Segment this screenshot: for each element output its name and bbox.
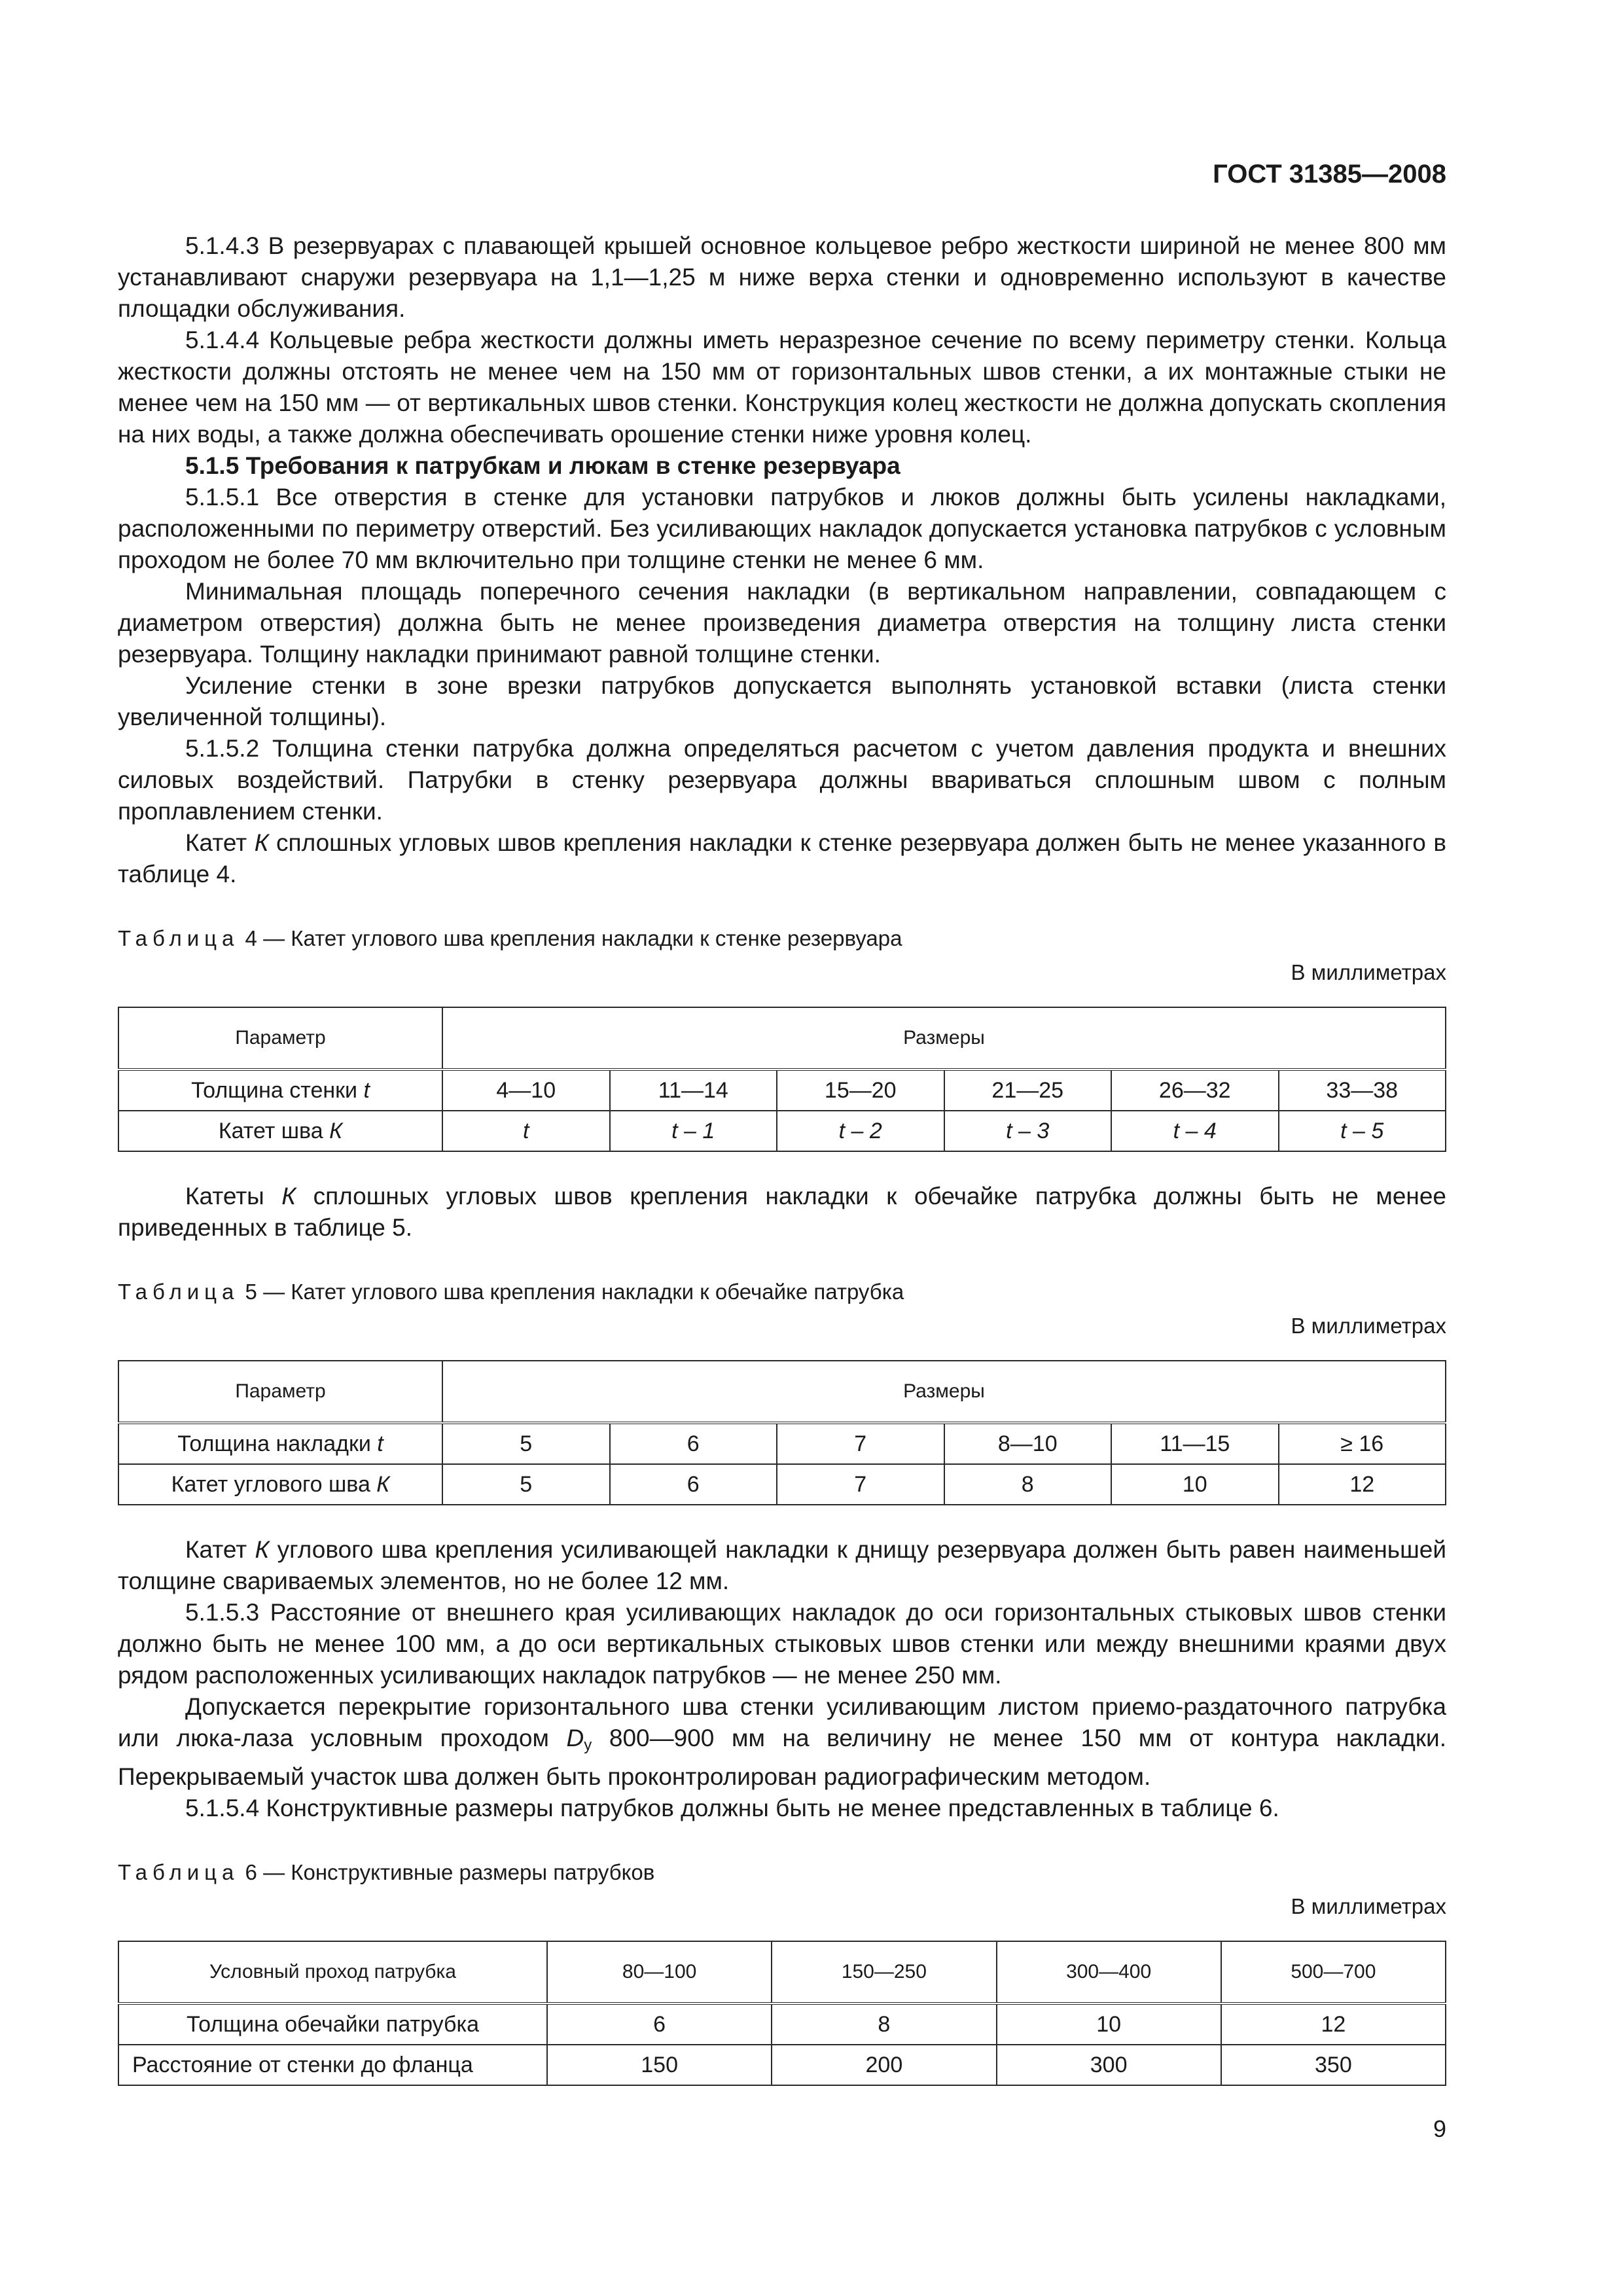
paragraph-katet-table4-ref — [118, 827, 1446, 890]
paragraph-5-1-5-3: 5.1.5.3 Расстояние от внешнего края усиливающих накладок до оси горизонтальных стыковых швов стенки должно быть не менее 100 мм, а до оси вертикальных стыковых швов стенки или между внешними краями двух рядом расположенных усиливающих накладок патрубков — не менее 250 мм. — [118, 1599, 1446, 1689]
symbol-k: К — [376, 1472, 390, 1497]
table-row — [118, 1069, 1446, 1111]
paragraph-5-1-4-4: 5.1.4.4 Кольцевые ребра жесткости должны иметь неразрезное сечение по всему периметру стенки. Кольца жесткости должны отстоять не менее чем на 150 мм от горизонтальных швов стенки, а их монтажные стыки не менее чем на 150 мм — от вертикальных швов стенки. Конструкция колец жесткости не должна допускать скопления на них воды, а также должна обеспечивать орошение стенки ниже уровня колец. — [118, 327, 1446, 448]
table-cell: 7 — [777, 1464, 944, 1505]
paragraph-katety-table5-ref — [118, 1181, 1446, 1244]
table6-caption-word: Таблица — [118, 1860, 240, 1884]
table-cell: 6 — [610, 1464, 777, 1505]
table-cell: ≥ 16 — [1279, 1423, 1446, 1464]
table5-row2-label — [118, 1464, 442, 1505]
table-cell: 11—14 — [610, 1069, 777, 1111]
table-cell — [944, 1111, 1112, 1151]
symbol-d: D — [566, 1725, 584, 1751]
table-cell: 21—25 — [944, 1069, 1112, 1111]
table5-caption — [118, 1278, 1446, 1306]
table-cell: 8—10 — [944, 1423, 1112, 1464]
table-row — [118, 1941, 1446, 2003]
text-run: Допускается перекрытие горизонтального шва стенки усиливающим листом приемо-раздаточного патрубка или люка-лаза условным проходом — [118, 1693, 1446, 1751]
table-cell: 12 — [1279, 1464, 1446, 1505]
paragraph-reinforcement: Усиление стенки в зоне врезки патрубков допускается выполнять установкой вставки (листа стенки увеличенной толщины). — [118, 672, 1446, 730]
table-cell: 80—100 — [547, 1941, 772, 2003]
paragraph-5-1-5-4: 5.1.5.4 Конструктивные размеры патрубков должны быть не менее представленных в таблице 6. — [185, 1795, 1279, 1821]
table4-header-sizes: Размеры — [442, 1007, 1446, 1069]
table-cell: 7 — [777, 1423, 944, 1464]
formula-text: t – 1 — [671, 1119, 715, 1143]
symbol-k: К — [255, 1536, 270, 1563]
table-cell — [610, 1111, 777, 1151]
text-run: Катеты — [185, 1183, 282, 1210]
table-cell: 150 — [547, 2045, 772, 2085]
table-cell: 350 — [1221, 2045, 1446, 2085]
text-run: Катет — [185, 1536, 255, 1563]
symbol-t: t — [377, 1431, 383, 1456]
document-code-header: ГОСТ 31385—2008 — [1213, 160, 1446, 188]
table-row — [118, 1007, 1446, 1069]
symbol-t: t — [363, 1078, 370, 1103]
table6 — [118, 1941, 1446, 2086]
table6-row1-label: Толщина обечайки патрубка — [118, 2003, 547, 2045]
table6-header-label: Условный проход патрубка — [118, 1941, 547, 2003]
table4-row2-label — [118, 1111, 442, 1151]
table-cell — [777, 1111, 944, 1151]
document-body — [118, 230, 1446, 2086]
label-text: Толщина стенки — [191, 1078, 364, 1103]
symbol-k: К — [329, 1119, 343, 1143]
label-text: Катет шва — [218, 1119, 330, 1143]
paragraph-5-1-5-1: 5.1.5.1 Все отверстия в стенке для установки патрубков и люков должны быть усилены накладками, расположенными по периметру отверстий. Без усиливающих накладок допускается установка патрубков с условным проходом не более 70 мм включительно при толщине стенки не менее 6 мм. — [118, 484, 1446, 573]
table-cell: 12 — [1221, 2003, 1446, 2045]
table-row — [118, 1361, 1446, 1423]
formula-text: t — [523, 1119, 529, 1143]
table6-caption-text: 6 — Конструктивные размеры патрубков — [239, 1860, 655, 1884]
table-cell: 6 — [610, 1423, 777, 1464]
table4-caption-word: Таблица — [118, 926, 240, 950]
table-cell: 500—700 — [1221, 1941, 1446, 2003]
table-row — [118, 1423, 1446, 1464]
table-row — [118, 1464, 1446, 1505]
table4-caption-text: 4 — Катет углового шва крепления накладки к стенке резервуара — [239, 926, 902, 950]
symbol-k: К — [254, 829, 269, 856]
paragraph-min-area: Минимальная площадь поперечного сечения накладки (в вертикальном направлении, совпадающем с диаметром отверстия) должна быть не менее произведения диаметра отверстия на толщину листа стенки резервуара. Толщину накладки принимают равной толщине стенки. — [118, 578, 1446, 668]
table-row — [118, 2045, 1446, 2085]
table-cell: 4—10 — [442, 1069, 610, 1111]
table5-units: В миллиметрах — [1291, 1314, 1446, 1338]
paragraph-5-1-5-2: 5.1.5.2 Толщина стенки патрубка должна определяться расчетом с учетом давления продукта и внешних силовых воздействий. Патрубки в стенку резервуара должны ввариваться сплошным швом с полным проплавлением стенки. — [118, 735, 1446, 825]
table-row — [118, 2003, 1446, 2045]
table-cell: 8 — [772, 2003, 996, 2045]
paragraph-5-1-4-3: 5.1.4.3 В резервуарах с плавающей крышей основное кольцевое ребро жесткости шириной не менее 800 мм устанавливают снаружи резервуара на 1,1—1,25 м ниже верха стенки и одновременно используют в качестве площадки обслуживания. — [118, 232, 1446, 322]
table-cell: 10 — [1111, 1464, 1279, 1505]
table-cell: 26—32 — [1111, 1069, 1279, 1111]
table5 — [118, 1360, 1446, 1505]
table4-caption — [118, 924, 1446, 953]
text-run: сплошных угловых швов крепления накладки к обечайке патрубка должны быть не менее приведенных в таблице 5. — [118, 1183, 1446, 1241]
table5-header-sizes: Размеры — [442, 1361, 1446, 1423]
table-cell: 150—250 — [772, 1941, 996, 2003]
table6-caption — [118, 1858, 1446, 1887]
table-row — [118, 1111, 1446, 1151]
table4 — [118, 1007, 1446, 1152]
table-cell: 10 — [997, 2003, 1221, 2045]
text-run: углового шва крепления усиливающей накладки к днищу резервуара должен быть равен наименьшей толщине свариваемых элементов, но не более 12 мм. — [118, 1536, 1446, 1594]
table-cell: 8 — [944, 1464, 1112, 1505]
paragraph-katet-bottom — [118, 1534, 1446, 1597]
label-text: Толщина накладки — [177, 1431, 378, 1456]
formula-text: t – 3 — [1006, 1119, 1050, 1143]
table-cell: 5 — [442, 1464, 610, 1505]
table-cell — [442, 1111, 610, 1151]
table5-row1-label — [118, 1423, 442, 1464]
table6-units: В миллиметрах — [1291, 1894, 1446, 1918]
label-text: Катет углового шва — [171, 1472, 377, 1497]
table6-row2-label: Расстояние от стенки до фланца — [118, 2045, 547, 2085]
table4-header-param: Параметр — [118, 1007, 442, 1069]
table-cell: 15—20 — [777, 1069, 944, 1111]
section-heading-5-1-5: 5.1.5 Требования к патрубкам и люкам в стенке резервуара — [185, 452, 901, 479]
formula-text: t – 4 — [1173, 1119, 1217, 1143]
subscript-y: у — [584, 1736, 592, 1754]
table-cell: 300 — [997, 2045, 1221, 2085]
text-run: сплошных угловых швов крепления накладки к стенке резервуара должен быть не менее указанного в таблице 4. — [118, 829, 1446, 888]
table-cell: 5 — [442, 1423, 610, 1464]
table-cell — [1111, 1111, 1279, 1151]
table-cell — [1279, 1111, 1446, 1151]
table-cell: 300—400 — [997, 1941, 1221, 2003]
table-cell: 6 — [547, 2003, 772, 2045]
table4-units: В миллиметрах — [1291, 960, 1446, 984]
table5-caption-text: 5 — Катет углового шва крепления накладки к обечайке патрубка — [239, 1280, 904, 1304]
symbol-k: К — [281, 1183, 296, 1210]
paragraph-overlap — [118, 1691, 1446, 1793]
table-cell: 11—15 — [1111, 1423, 1279, 1464]
table4-row1-label — [118, 1069, 442, 1111]
formula-text: t – 5 — [1340, 1119, 1384, 1143]
text-run: Катет — [185, 829, 255, 856]
formula-text: t – 2 — [838, 1119, 882, 1143]
table5-caption-word: Таблица — [118, 1280, 240, 1304]
table-cell: 200 — [772, 2045, 996, 2085]
table5-header-param: Параметр — [118, 1361, 442, 1423]
text-run: 800—900 мм на величину не менее 150 мм от контура накладки. Перекрываемый участок шва должен быть проконтролирован радиографическим методом. — [118, 1725, 1447, 1790]
page-number: 9 — [1433, 2115, 1446, 2142]
table-cell: 33—38 — [1279, 1069, 1446, 1111]
